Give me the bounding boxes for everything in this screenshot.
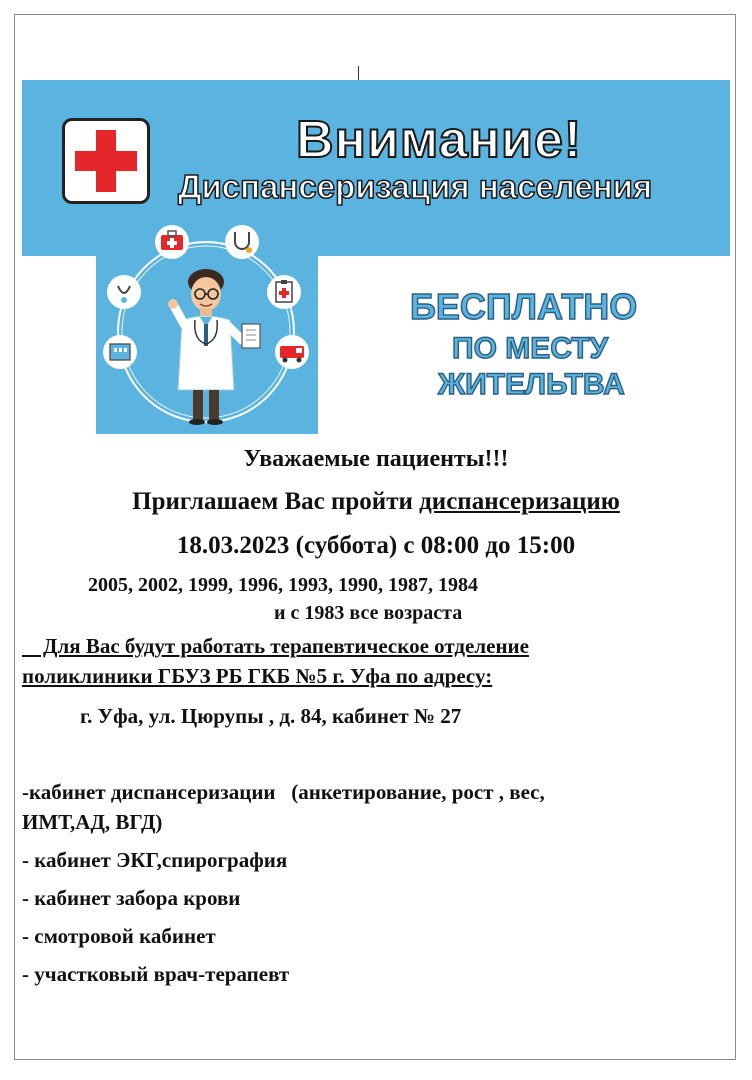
list-item: - участковый врач-терапевт: [22, 962, 290, 986]
work-info-line1: Для Вас будут работать терапевтическое отделение: [22, 634, 529, 658]
red-cross-icon: [62, 118, 150, 204]
invitation-underlined: диспансеризацию: [419, 488, 620, 515]
banner-title: Внимание!: [296, 111, 583, 169]
list-item: -кабинет диспансеризации (анкетирование, рост , вес,: [22, 780, 545, 804]
work-info-line2: поликлиники ГБУЗ РБ ГКБ №5 г. Уфа по адресу:: [22, 664, 493, 688]
list-item: - смотровой кабинет: [22, 924, 216, 948]
birth-years: 2005, 2002, 1999, 1996, 1993, 1990, 1987, 1984: [88, 574, 478, 596]
invitation-text: Приглашаем Вас пройти: [132, 488, 420, 515]
address: г. Уфа, ул. Цюрупы , д. 84, кабинет № 27: [80, 704, 462, 728]
stethoscope-icon: [225, 225, 259, 259]
birth-years-extra: и с 1983 все возраста: [274, 602, 463, 624]
clipboard-icon: [267, 275, 301, 309]
free-label: БЕСПЛАТНО: [410, 286, 638, 327]
list-item: - кабинет забора крови: [22, 886, 241, 910]
list-item-continuation: ИМТ,АД, ВГД): [22, 810, 163, 834]
location-label-line1: ПО МЕСТУ: [452, 332, 609, 365]
date-time: 18.03.2023 (суббота) с 08:00 до 15:00: [176, 532, 576, 559]
top-tick-mark: [358, 66, 359, 80]
medical-kit-icon: [155, 225, 189, 259]
location-label-line2: ЖИТЕЛЬТВА: [438, 368, 625, 401]
invitation: [0, 488, 752, 516]
stethoscope-small-icon: [107, 275, 141, 309]
list-item: - кабинет ЭКГ,спирография: [22, 848, 288, 872]
greeting: Уважаемые пациенты!!!: [243, 446, 509, 472]
ambulance-icon: [275, 335, 309, 369]
hospital-icon: [103, 335, 137, 369]
banner-subtitle: Диспансеризация населения: [178, 168, 653, 205]
doctor-figure: [168, 269, 260, 425]
doctor-illustration: [96, 220, 318, 434]
